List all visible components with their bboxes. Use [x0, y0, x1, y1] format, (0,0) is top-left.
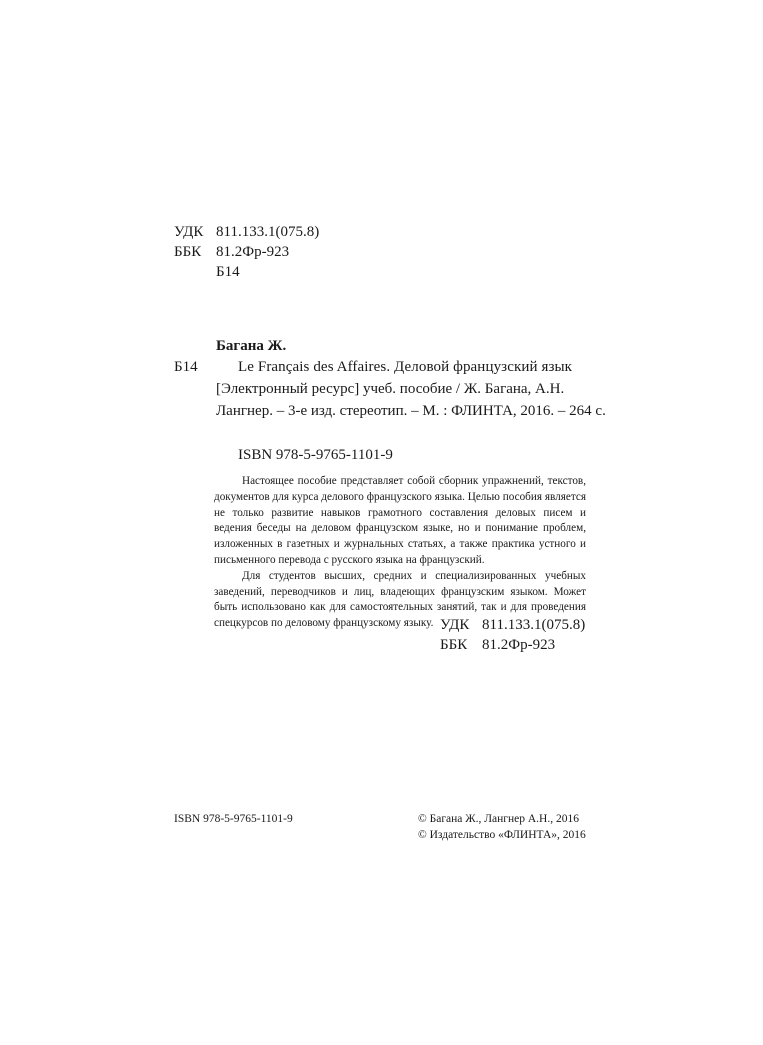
bbk-line-top [174, 242, 289, 262]
author-heading: Багана Ж. [216, 338, 287, 354]
udk-label-bottom: УДК [440, 617, 470, 633]
udk-value-bottom: 811.133.1(075.8) [482, 617, 586, 633]
isbn: ISBN 978-5-9765-1101-9 [238, 447, 393, 463]
bbk-label: ББК [174, 244, 202, 260]
bbk-value: 81.2Фр-923 [216, 244, 290, 260]
bbk-line-bottom [440, 635, 555, 655]
bbk-value-bottom: 81.2Фр-923 [482, 637, 556, 653]
bib-line-3: Лангнер. – 3-е изд. стереотип. – М. : ФЛИНТА, 2016. – 264 с. [216, 403, 606, 419]
udk-label: УДК [174, 224, 204, 240]
udk-line-top [174, 222, 319, 242]
annotation-paragraph-1: Настоящее пособие представляет собой сборник упражнений, текстов, документов для курса делового французского языка. Целью пособия является не только развитие навыков грамотного составления деловых писем и ведения беседы на деловом французском языке, но и понимание проблем, изложенных в газетных и журнальных статьях, а также практика устного и письменного перевода с русского языка на французский. [214, 475, 586, 566]
annotation [214, 474, 586, 632]
bib-line-1: Le Français des Affaires. Деловой французский язык [238, 359, 573, 375]
bbk-label-bottom: ББК [440, 637, 468, 653]
copyright-publisher: © Издательство «ФЛИНТА», 2016 [418, 829, 586, 841]
author-sign-top: Б14 [216, 264, 240, 280]
udk-value: 811.133.1(075.8) [216, 224, 320, 240]
udk-line-bottom [440, 615, 585, 635]
footer-isbn: ISBN 978-5-9765-1101-9 [174, 813, 293, 825]
copyright-authors: © Багана Ж., Лангнер А.Н., 2016 [418, 813, 579, 825]
bib-line-2: [Электронный ресурс] учеб. пособие / Ж. Багана, А.Н. [216, 381, 565, 397]
annotation-paragraph-2: Для студентов высших, средних и специализированных учебных заведений, переводчиков и лиц, владеющих французским языком. Может быть использовано как для самостоятельных занятий, так и для проведения спецкурсов по деловому французскому языку. [214, 569, 586, 630]
author-sign: Б14 [174, 359, 198, 375]
